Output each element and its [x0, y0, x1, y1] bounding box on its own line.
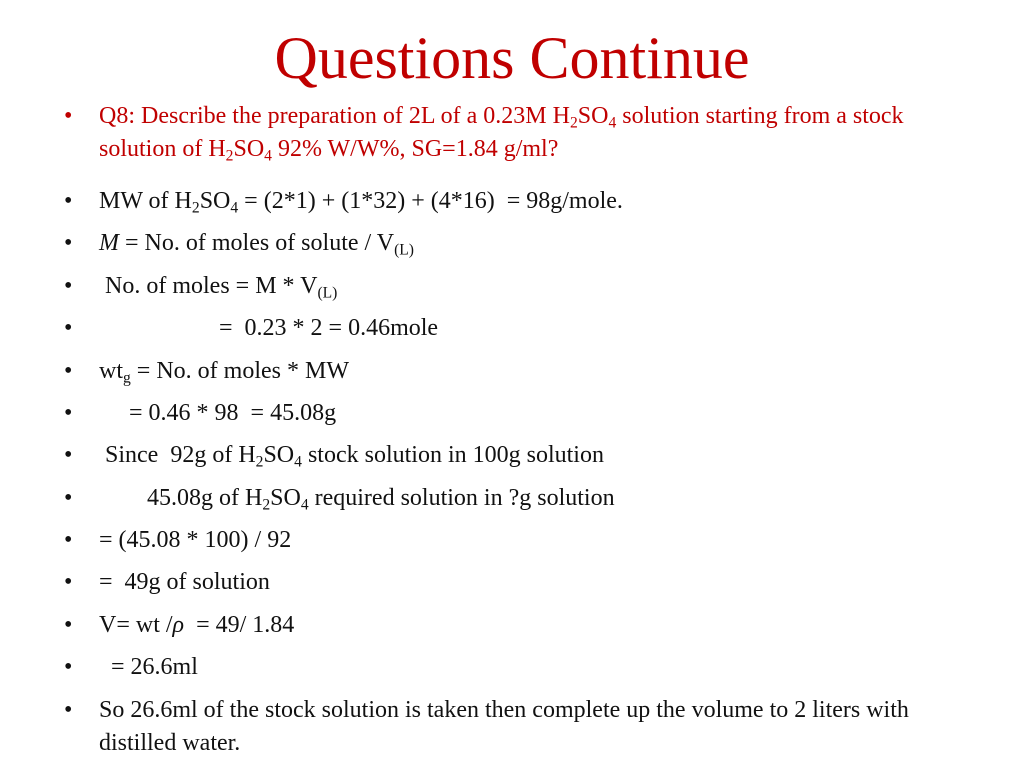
bullet-text	[99, 524, 964, 557]
text-run: SO	[270, 485, 301, 511]
subscript: 2	[225, 147, 234, 165]
bullet-text	[99, 651, 964, 684]
bullet-text	[99, 355, 964, 388]
bullet-item	[64, 355, 964, 388]
text-run: Since 92g of H	[99, 442, 256, 468]
text-run: = 49/ 1.84	[184, 612, 295, 638]
subscript: 2	[255, 453, 264, 471]
subscript: (L)	[317, 284, 338, 302]
subscript: 2	[569, 114, 578, 132]
subscript: (L)	[394, 241, 414, 259]
text-run: 45.08g of H	[99, 485, 263, 511]
text-run: SO	[233, 136, 265, 162]
text-run: MW of H	[99, 188, 192, 214]
text-run: SO	[263, 442, 295, 468]
bullet-item	[64, 609, 964, 642]
text-run: No. of moles = M * V	[99, 273, 318, 299]
text-run: = (2*1) + (1*32) + (4*16) = 98g/mole.	[238, 188, 623, 214]
bullet-dot-icon: •	[64, 569, 73, 595]
bullet-dot-icon: •	[64, 358, 73, 384]
bullet-item	[64, 651, 964, 684]
bullet-text	[99, 694, 964, 760]
bullet-text	[99, 439, 964, 472]
bullet-item	[64, 439, 964, 472]
bullet-item	[64, 482, 964, 515]
bullet-dot-icon: •	[64, 230, 73, 256]
bullet-dot-icon: •	[64, 442, 73, 468]
bullet-dot-icon: •	[64, 188, 73, 214]
bullet-dot-icon: •	[64, 697, 73, 723]
bullet-item	[64, 270, 964, 303]
text-run: stock solution in 100g solution	[301, 442, 604, 468]
bullet-text	[99, 609, 964, 642]
text-run: = 26.6ml	[99, 654, 198, 680]
subscript: 2	[191, 199, 200, 217]
text-run: SO	[199, 188, 231, 214]
bullet-item	[64, 227, 964, 260]
bullet-dot-icon: •	[64, 400, 73, 426]
subscript: 2	[262, 496, 271, 514]
bullet-item	[64, 312, 964, 345]
bullet-text	[99, 185, 964, 218]
bullet-dot-icon: •	[64, 315, 73, 341]
bullet-text	[99, 397, 964, 430]
subscript: 4	[230, 199, 239, 217]
bullet-dot-icon: •	[64, 654, 73, 680]
bullet-text	[99, 566, 964, 599]
bullet-item	[64, 185, 964, 218]
bullet-text	[99, 100, 964, 166]
subscript: 4	[608, 114, 617, 132]
text-run: wt	[99, 358, 123, 384]
bullet-text	[99, 482, 964, 515]
text-run: required solution in ?g solution	[308, 485, 615, 511]
bullet-text	[99, 312, 964, 345]
text-run: ρ	[172, 612, 185, 638]
text-run: Q8: Describe the preparation of 2L of a 0.23M H	[99, 103, 570, 129]
bullet-dot-icon: •	[64, 527, 73, 553]
subscript: 4	[264, 147, 272, 165]
text-run: SO	[577, 103, 609, 129]
bullet-item	[64, 694, 964, 760]
bullet-item	[64, 397, 964, 430]
bullet-dot-icon: •	[64, 273, 73, 299]
text-run: V= wt /	[99, 612, 173, 638]
bullet-dot-icon: •	[64, 612, 73, 638]
text-run: = No. of moles * MW	[130, 358, 349, 384]
subscript: 4	[294, 453, 302, 471]
text-run: = 0.46 * 98 = 45.08g	[99, 400, 337, 426]
bullet-item	[64, 524, 964, 557]
text-run: = No. of moles of solute / V	[119, 230, 395, 256]
text-run: = 0.23 * 2 = 0.46mole	[99, 315, 439, 341]
subscript: g	[123, 369, 131, 387]
text-run: solution starting from a stock solution of H	[99, 103, 910, 162]
text-run: = 49g of solution	[99, 569, 270, 595]
bullet-item	[64, 100, 964, 166]
bullet-item	[64, 566, 964, 599]
bullet-dot-icon: •	[64, 485, 73, 511]
bullet-text	[99, 227, 964, 260]
bullet-dot-icon: •	[64, 103, 73, 129]
text-run: So 26.6ml of the stock solution is taken then complete up the volume to 2 liters with distilled water.	[99, 697, 915, 756]
subscript: 4	[300, 496, 309, 514]
slide-title: Questions Continue	[274, 25, 750, 91]
text-run: = (45.08 * 100) / 92	[99, 527, 292, 553]
text-run: M	[99, 230, 119, 256]
text-run: 92% W/W%, SG=1.84 g/ml?	[271, 136, 559, 162]
bullet-text	[99, 270, 964, 303]
